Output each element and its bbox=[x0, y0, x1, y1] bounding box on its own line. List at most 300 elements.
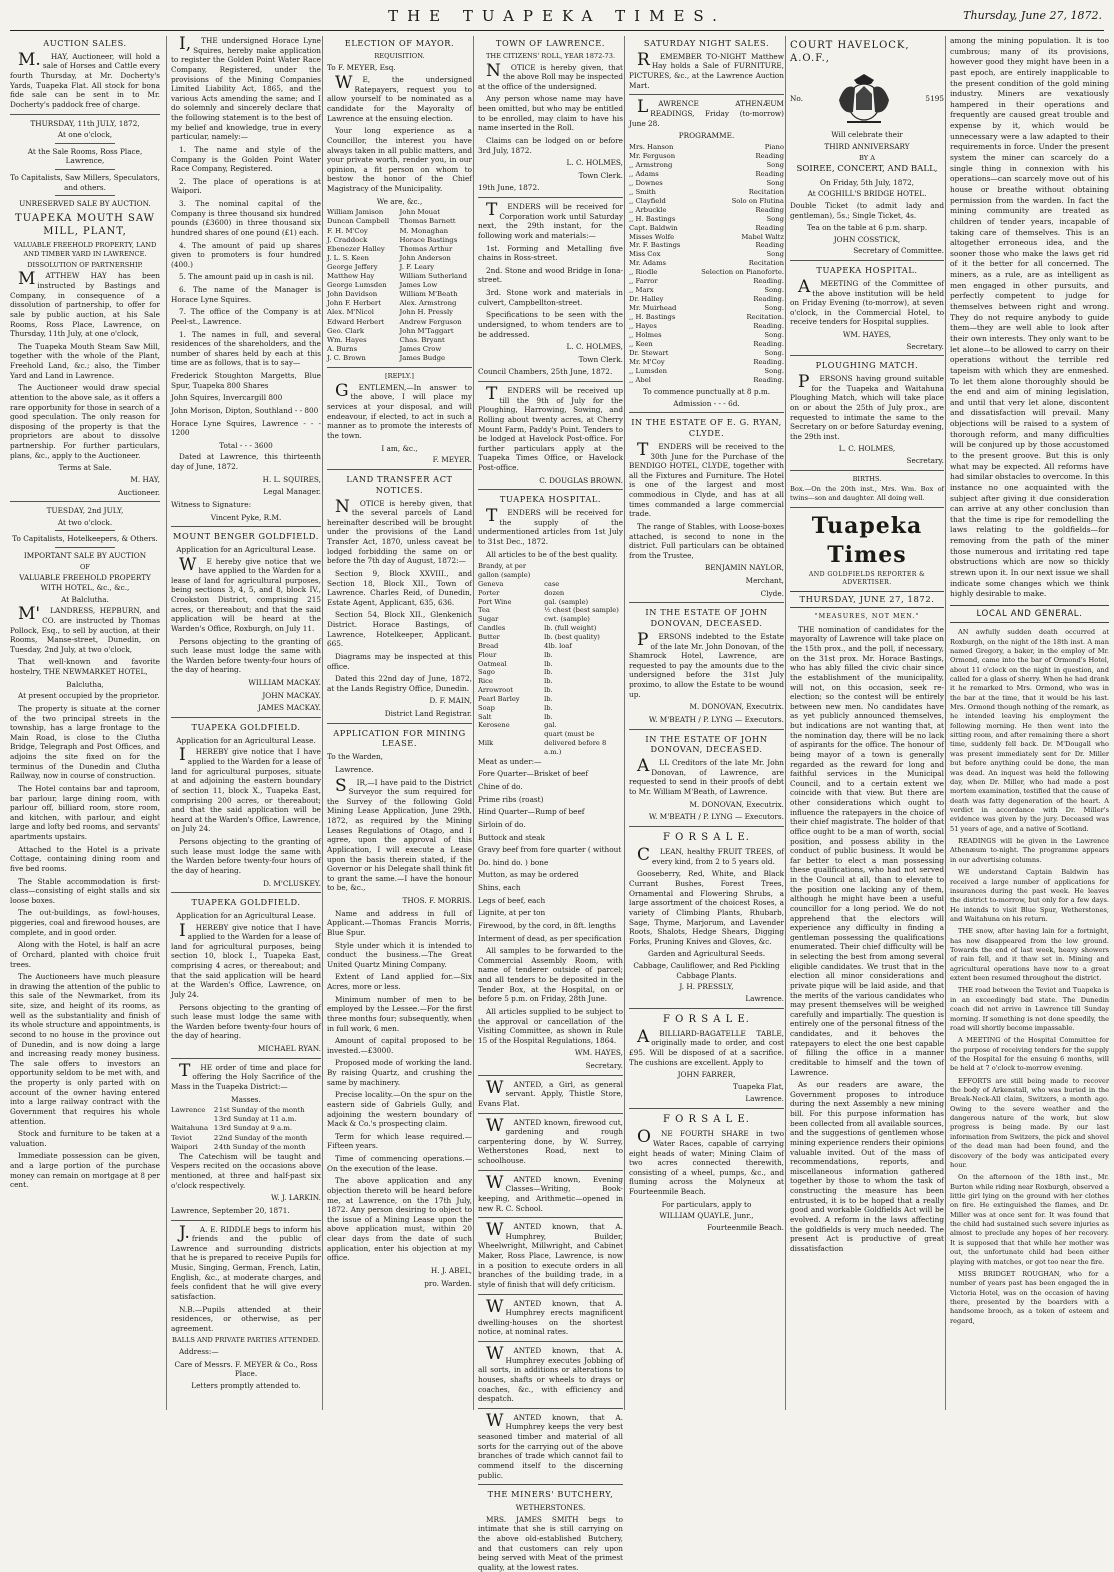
signature: M. DONOVAN, Executrix. bbox=[689, 702, 784, 712]
signature: WM. HAYES, bbox=[842, 330, 892, 339]
divider bbox=[171, 717, 321, 718]
requisition-label: REQUISITION. bbox=[374, 51, 425, 60]
signature-title: District Land Registrar. bbox=[384, 709, 472, 718]
stock-note: Stock and furniture to be taken at a valuation. bbox=[10, 1129, 160, 1148]
performance-type: Recitation. bbox=[746, 313, 784, 322]
divider bbox=[478, 1341, 623, 1342]
performer-name: Dr. Halley bbox=[629, 295, 664, 304]
mass-notice: THE order of time and place for offering the Holy Sacrifice of the Mass in the Tuapeka District:— bbox=[171, 1060, 321, 1091]
roll-omitted: Any person whose name may have been omitted, but who may be entitled to be enrolled, may claim to have his name inserted in the Roll. bbox=[478, 94, 623, 133]
supply-unit: case bbox=[544, 579, 560, 588]
signature: D. F. MAIN, bbox=[429, 696, 472, 706]
supply-article: Brandy, at per gallon (sample) bbox=[478, 562, 531, 580]
hospital-heading: TUAPEKA HOSPITAL. bbox=[499, 494, 602, 505]
table-row bbox=[629, 277, 784, 286]
witness-label: Witness to Signature: bbox=[171, 499, 252, 509]
signatory-name: J. L. S. Keen bbox=[327, 253, 369, 262]
meat-item: Hind Quarter—Rump of beef bbox=[478, 807, 585, 817]
election-heading: ELECTION OF MAYOR. bbox=[344, 38, 455, 48]
performance-type: Reading bbox=[755, 241, 784, 250]
stable-description: The Stable accommodation is first-class—consisting of eight stalls and six loose boxes. bbox=[10, 876, 160, 905]
signatory-name: John Anderson bbox=[399, 253, 451, 262]
performance-type: Reading. bbox=[753, 376, 784, 385]
of-label: OF bbox=[80, 562, 90, 571]
objection-note: Persons objecting to the granting of such lease must lodge the same with the Warden before twenty-four hours of the day of hearing. bbox=[171, 636, 321, 675]
performance-type: Reading. bbox=[753, 340, 784, 349]
news-item: READINGS will be given in the Lawrence Athenæum to-night. The programme appears in our advertising columns. bbox=[950, 837, 1109, 864]
dated-note: Lawrence, September 20, 1871. bbox=[171, 1205, 290, 1215]
supply-unit: 4lb. loaf bbox=[544, 641, 572, 650]
balclutha-label-2: Balclutha, bbox=[66, 679, 104, 689]
table-row bbox=[327, 336, 472, 345]
ryan-estate-heading: IN THE ESTATE OF E. G. RYAN, CLYDE. bbox=[631, 417, 782, 439]
signature: WILLIAM MACKAY. bbox=[248, 678, 321, 688]
editorial-mining-continued: among the mining population. It is too cumbrous; many of its provisions, however good they might have been in a past epoch, are entirely inapplicable to the present condition of the gold mining industry. Miners are vexatiously hampered in their operations and frequently are caused great trouble and expense by it, which would be unnecessary were a law adapted to their requirements in force. Under the present system the miner can scarcely do a single thing in connexion with his operations—can scarcely move out of his house or breathe without obtaining permission from the warden. In fact the mining community are treated as children of tender years, incapable of taking care of themselves. This is an altogether erroneous idea, and the sooner those who make the laws get rid of it the better for all concerned. The miners, as a rule, are as intelligent as men engaged in other pursuits, and perfectly competent to judge for themselves between right and wrong. They do not require anybody to guide them—they are well able to look after their own interests. They only want to be let alone—to be allowed to carry on their operations without the terrible red tapeism with which they are enmeshed. To let them alone thoroughly should be the end and aim of mining legislation, and until that very let alone, discontent and dissatisfaction will prevail. Many objections will be raised to a system of thorough reform, and many difficulties will be conjured up by those accustomed to the present groove. But this is only what may be expected. All reforms have had similar obstacles to overcome. In this instance no one acquainted with the subject after giving it due consideration can arrive at any other conclusion than that the time is ripe for remodelling the laws relating to the goldfields—for removing from the path of the miner those numerous and irritating red tape obstructions which are now so thickly strewn upon it. In our next issue we shall indicate some changes which we think highly desirable to make. bbox=[950, 36, 1109, 599]
mass-place: Teviot bbox=[171, 1133, 193, 1142]
divider bbox=[55, 530, 115, 531]
table-row bbox=[327, 327, 472, 336]
divider bbox=[629, 602, 784, 603]
programme-label: PROGRAMME. bbox=[678, 131, 735, 141]
divider bbox=[10, 114, 160, 115]
divider bbox=[478, 381, 623, 382]
tender-item-1: 1st. Forming and Metalling five chains in Ross-street. bbox=[478, 243, 623, 263]
supply-unit bbox=[544, 562, 623, 580]
ploughing-match-heading: PLOUGHING MATCH. bbox=[815, 360, 919, 371]
shareholder-1: Frederick Stoughton Margetts, Blue Spur, Tuapeka 800 Shares bbox=[171, 371, 321, 390]
signature-place: Clyde. bbox=[760, 588, 784, 598]
column-5 bbox=[624, 36, 788, 1410]
ticket-prices: Double Ticket (to admit lady and gentleman), 5s.; Single Ticket, 4s. bbox=[790, 200, 944, 220]
court-havelock-heading: COURT HAVELOCK, A.O.F., bbox=[790, 40, 910, 65]
mass-count: 2 bbox=[213, 1133, 219, 1142]
signature-title: Town Clerk. bbox=[578, 170, 623, 180]
signatory-name: John Davidson bbox=[327, 290, 378, 299]
ploughing-tenders: TENDERS will be received up till the 9th of July for the Ploughing, Harrowing, Sowing, and Rolling about twenty acres, at Cherry Mount Farm, Paddy's Point. Tenders to be lodged at Havelock Post-office. For further particulars apply at the Tuapeka Times Office, or Havelock Post-office. bbox=[478, 384, 623, 473]
supply-unit: lb. bbox=[544, 677, 553, 686]
supply-article: Flour bbox=[478, 650, 497, 659]
performer-name: Mr. Muirhead bbox=[629, 304, 677, 313]
foresters-emblem-icon bbox=[829, 72, 899, 126]
wanted-ad: WANTED known, that A. Humphrey, Builder, Wheelwright, Millwright, and Cabinet Maker, Ross Place, Lawrence, is now in a position to execute orders in all branches of the building trade, in a style of finish that will defy criticism. bbox=[478, 1220, 623, 1289]
performer-name: Mr. M'Coy bbox=[629, 358, 665, 367]
performer-name: ,, Keen bbox=[629, 340, 653, 349]
water-race-application: I,THE undersigned Horace Lyne Squires, hereby make application to register the Golden Point Water Race Company, Registered, under the provisions of the Mining Companies Limited Liability Act, 1865, and the various Acts amending the same; and I do solemnly and sincerely declare that the following statement is to the best of my belief and knowledge, true in every particular, namely:— bbox=[171, 34, 321, 142]
roll-claims: Claims can be lodged on or before 3rd July, 1872. bbox=[478, 135, 623, 155]
divider bbox=[55, 547, 115, 548]
tuapeka-goldfield-heading: TUAPEKA GOLDFIELD. bbox=[191, 721, 301, 732]
news-item: MISS BRIDGET ROUGHAN, who for a number of years past has been engaged the in Victoria Hotel, was on the occasion of having there, presented by the boarders with a handsome brooch, as a token of esteem and regard, bbox=[950, 1269, 1109, 1325]
news-item: THE snow, after having lain for a fortnight, has now disappeared from the low ground. Towards the end of last week, heavy showers of rain fell, and it thaw set in. Mining and agricultural operations have now to a great extent been resumed throughout the district. bbox=[950, 927, 1109, 983]
supply-article: Oatmeal bbox=[478, 659, 507, 668]
signature-title: Legal Manager. bbox=[263, 487, 321, 497]
mlandress-notice: M'LANDRESS, HEPBURN, and CO. are instructed by Thomas Pollock, Esq., to sell by auction, at their Rooms, Manse-street, Dunedin, on Tuesday, 2nd July, at two o'clock, bbox=[10, 604, 160, 654]
company-clause-5: 5. The amount paid up in cash is nil. bbox=[179, 272, 314, 282]
table-row bbox=[327, 236, 472, 245]
table-row bbox=[629, 241, 784, 250]
donovan-creditors-notice: ALL Creditors of the late Mr. John Donovan, of Lawrence, are requested to send in their proofs of debt to Mr. William M'Beath, of Lawrence. bbox=[629, 756, 784, 797]
nursery-stock: Gooseberry, Red, White, and Black Currant Bushes, Forest Trees, Ornamental and Flowering Shrubs, a large assortment of the choicest Roses, a variety of Climbing Plants, Rhubarb, Sage, Thyme, Marjorum, and Lavender Roots, Shalots, Hedge Shears, Digging Forks, Pruning Knives and Gloves, &c. bbox=[629, 869, 784, 946]
donovan-estate-heading: IN THE ESTATE OF JOHN DONOVAN, DECEASED. bbox=[645, 607, 768, 629]
ploughing-match-notice: PERSONS having ground suitable for the Tuapeka and Waitahuna Ploughing Match, which will take place on or about the 25th of July prox., are requested to intimate the same to the Secretary on or before Saturday evening, the 29th inst. bbox=[790, 372, 944, 441]
commencing-time: Time of commencing operations.—On the execution of the lease. bbox=[327, 1154, 472, 1173]
signature: L. C. HOLMES, bbox=[566, 158, 623, 168]
signature: WM. HAYES, bbox=[574, 1048, 623, 1058]
meat-item: Fore Quarter—Brisket of beef bbox=[478, 769, 589, 779]
table-row bbox=[478, 721, 623, 730]
table-row bbox=[327, 345, 472, 354]
admission-note: Admission - - - 6d. bbox=[673, 398, 740, 408]
supply-unit: lb. bbox=[544, 694, 553, 703]
supply-article: Butter bbox=[478, 632, 500, 641]
land-extent: Extent of Land applied for.—Six Acres, more or less. bbox=[327, 972, 472, 992]
signatory-name: John H. Pressly bbox=[399, 308, 454, 317]
supply-unit: quart (must be delivered before 8 a.m.) bbox=[544, 730, 607, 756]
table-row bbox=[629, 233, 784, 242]
table-row bbox=[327, 208, 472, 217]
table-row bbox=[478, 615, 623, 624]
table-row bbox=[478, 704, 623, 713]
wanted-ad: WANTED known, that A. Humphrey executes Jobbing of all sorts, in additions or alterations to houses, shafts or wheels to drays or coaches, &c., with efficiency and despatch. bbox=[478, 1344, 623, 1404]
signature: JOHN MACKAY. bbox=[262, 690, 321, 700]
table-row bbox=[327, 263, 472, 272]
signature: BENJAMIN NAYLOR, bbox=[704, 563, 784, 573]
signature-title: Secretary. bbox=[585, 1061, 623, 1071]
cottage-description: Attached to the Hotel is a private Cottage, containing dining room and five bed rooms. bbox=[10, 844, 160, 873]
editorial-mayoralty: THE nomination of candidates for the mayoralty of Lawrence will take place on the 15th prox., and the poll, if necessary, on the 31st prox. Mr. Horace Bastings, who has ably filled the civic chair since the establishment of the municipality, will not, on this occasion, seek re-election; so the contest will be entirely between new men. No candidates have as yet publicly announced themselves, but indications are not wanting that, at the nomination day, there will be no lack of aspirants for the office. The honour of being mayor of a town is generally regarded as the reward for long and faithful services in the Municipal Council, and to a certain extent we coincide with that view. But there are other considerations which ought to influence the ratepayers in the choice of their chief magistrate. The holder of that office ought to be a man of worth, social position, and possess ability in the conduct of public business. It would be far better to elect a man possessing these qualifications, who had not served in the Council at all, than to elevate to the position one lacking any of them, although he might have been a useful councillor for a long period. We do not apprehend that the electors will experience any difficulty in finding a gentleman possessing the qualifications enumerated. Their chief difficulty will be in selecting the best from among several eligible candidates. We trust that in the election all minor considerations and private pique will be laid aside, and that the merits of the various candidates who may present themselves will be weighed carefully and impartially. The question is entirely one of the personal fitness of the candidates, and it behoves the ratepayers to elect the one best capable of filling the office in a manner creditable to himself and the town of Lawrence. bbox=[790, 624, 944, 1077]
signature: H. J. ABEL, bbox=[430, 1265, 472, 1275]
signature-place: Lawrence. bbox=[745, 1094, 784, 1104]
news-item: EFFORTS are still being made to recover the body of Arkenstall, who was buried in the Break-Neck-All claim, Switzers, a month ago. Owing to the severe weather and the dangerous nature of the work, but slow progress is being made. By our last information from Switzers, the pick and shovel of the dead man had been found, and the discovery of the body was anticipated every hour. bbox=[950, 1076, 1109, 1169]
table-row bbox=[629, 313, 784, 322]
table-row bbox=[478, 642, 623, 651]
closing: I am, &c., bbox=[381, 443, 418, 453]
signature: C. DOUGLAS BROWN. bbox=[539, 475, 623, 485]
table-row bbox=[327, 254, 472, 263]
table-row bbox=[629, 268, 784, 277]
mass-count: 1 bbox=[213, 1124, 219, 1133]
mass-time: 2nd Sunday of the month bbox=[218, 1133, 308, 1142]
divider bbox=[55, 169, 115, 170]
dissolution-heading: DISSOLUTION OF PARTNERSHIP. bbox=[27, 260, 143, 269]
commence-note: To commence punctually at 8 p.m. bbox=[642, 386, 771, 396]
mackay-notice: WE hereby give notice that we have applied to the Warden for a lease of land for agricultural purposes, being sections 3, 4, 5, and 8, block IV., Crookston District, comprising 215 acres, or thereabout; and that the said application will be heard at the Warden's Office, Roxburgh, on July 11. bbox=[171, 554, 321, 633]
signatory-name: Edward Herbert bbox=[327, 317, 385, 326]
performance-type: Song bbox=[766, 160, 784, 169]
meat-item: Gravy beef from fore quarter ( without bbox=[478, 845, 622, 855]
table-row bbox=[629, 331, 784, 340]
newspaper-nameplate: Tuapeka Times bbox=[811, 512, 923, 568]
editorial-motto: "MEASURES, NOT MEN." bbox=[814, 612, 920, 621]
supply-unit: lb. bbox=[544, 686, 553, 695]
performer-name: ,, H. Bastings bbox=[629, 313, 676, 322]
table-row bbox=[629, 215, 784, 224]
requisition-signatories bbox=[327, 208, 472, 363]
hotel-property-heading: VALUABLE FREEHOLD PROPERTY WITH HOTEL, &c., &c., bbox=[19, 573, 151, 593]
supply-article: Candles bbox=[478, 624, 506, 633]
divider bbox=[478, 489, 623, 490]
supply-unit: lb. bbox=[544, 668, 553, 677]
agricultural-lease-label: Application for an Agricultural Lease. bbox=[176, 735, 316, 745]
signatory-name: William Jamison bbox=[327, 208, 384, 217]
signature-title: Secretary. bbox=[906, 456, 944, 466]
mass-count: 2 bbox=[213, 1142, 219, 1151]
performance-type: Song. bbox=[764, 286, 784, 295]
warden-address: To the Warden, bbox=[327, 752, 383, 762]
signatory-name: J. C. Brown bbox=[327, 354, 366, 363]
table-row bbox=[171, 1143, 321, 1152]
table-row bbox=[478, 677, 623, 686]
divider bbox=[55, 195, 115, 196]
divider bbox=[10, 501, 160, 502]
mass-place: Lawrence bbox=[171, 1106, 206, 1115]
divider bbox=[171, 526, 321, 527]
donovan-estate-heading: IN THE ESTATE OF JOHN DONOVAN, DECEASED. bbox=[645, 733, 768, 755]
tea-note: Tea on the table at 6 p.m. sharp. bbox=[806, 223, 928, 233]
land-transfer-heading: LAND TRANSFER ACT NOTICES. bbox=[346, 473, 453, 495]
freehold-heading: VALUABLE FREEHOLD PROPERTY, LAND AND TIMBER YARD IN LAWRENCE. bbox=[13, 241, 157, 259]
requisition-text: WE, the undersigned Ratepayers, request you to allow yourself to be nominated as a candidate for the Mayoralty of Lawrence at the ensuing election. bbox=[327, 73, 472, 123]
supply-article: Porter bbox=[478, 588, 500, 597]
pupils-note: N.B.—Pupils attended at their residences, or otherwise, as per agreement. bbox=[171, 1304, 321, 1333]
diagrams-note: Diagrams may be inspected at this office. bbox=[327, 651, 472, 671]
fruit-trees-ad: CLEAN, healthy FRUIT TREES, of every kind, from 2 to 5 years old. bbox=[637, 845, 784, 866]
performance-type: Song. bbox=[764, 304, 784, 313]
company-clause-4: 4. The amount of paid up shares given to promoters is four hundred (400.) bbox=[171, 240, 321, 269]
table-row bbox=[629, 197, 784, 206]
table-row bbox=[629, 367, 784, 376]
divider bbox=[171, 1058, 321, 1059]
signature-title: pro. Warden. bbox=[424, 1278, 472, 1288]
performer-name: ,, Abel bbox=[629, 376, 651, 385]
supply-item: Firewood, by the cord, in 8ft. lengths bbox=[478, 920, 616, 930]
table-row bbox=[478, 713, 623, 722]
hospital-meeting-notice: AMEETING of the Committee of the above institution will be held on Friday Evening (to-morrow), at seven o'clock, in the Commercial Hotel, to receive tenders for Hospital supplies. bbox=[790, 276, 944, 327]
performance-type: Reading. bbox=[753, 322, 784, 331]
sale-audience-2: To Capitalists, Hotelkeepers, & Others. bbox=[12, 534, 158, 544]
supply-article: Geneva bbox=[478, 579, 504, 588]
signature-title: Auctioneer. bbox=[117, 487, 160, 497]
signatory-name: J. Craddock bbox=[327, 235, 368, 244]
table-row bbox=[171, 1115, 321, 1124]
capital-amount: Amount of capital proposed to be invested.—£3000. bbox=[327, 1036, 472, 1055]
supply-unit: gal. bbox=[544, 721, 557, 730]
performance-type: Recitation bbox=[748, 187, 784, 196]
we-are-label: We are, &c., bbox=[376, 196, 423, 206]
emblem-row bbox=[790, 68, 944, 128]
performer-name: ,, Hayes bbox=[629, 322, 657, 331]
sale-date-2: TUESDAY, 2nd JULY, bbox=[46, 506, 124, 516]
wanted-ad: WANTED known, firewood cut, gardening and rough carpentering done, by W. Surrey, Wetherstones Road, next to schoolhouse. bbox=[478, 1115, 623, 1166]
signatory-name: Horace Bastings bbox=[399, 235, 458, 244]
meat-item: Legs of beef, each bbox=[478, 895, 546, 905]
meat-item: Buttock and steak bbox=[478, 832, 545, 842]
signature-title: Merchant, bbox=[745, 576, 784, 586]
requisition-address: To F. MEYER, Esq. bbox=[327, 62, 396, 72]
performance-type: Reading bbox=[755, 151, 784, 160]
requisition-text-2: Your long experience as a Councillor, the interest you have always taken in all public matters, and your private worth, render you, in our opinion, a fit person on whom to bestow the honor of the Chief Magistracy of the Municipality. bbox=[327, 126, 472, 194]
news-item: THE road between the Teviot and Tuapeka is in an exceedingly bad state. The Dunedin coach did not arrive in Lawrence till Sunday morning. If something is not done speedily, the road will shortly become impassable. bbox=[950, 986, 1109, 1032]
performance-type: Selection on Pianoforte. bbox=[701, 268, 784, 277]
divider bbox=[478, 1075, 623, 1076]
performer-name: ,, Holmes bbox=[629, 331, 662, 340]
business-style: Style under which it is intended to conduct the business.—The Great United Quartz Mining Company. bbox=[327, 940, 472, 969]
athenaeum-notice: LAWRENCE ATHENÆUM READINGS, Friday (to-morrow) June 28. bbox=[629, 97, 784, 128]
divider bbox=[629, 94, 784, 95]
performer-name: Capt. Baldwin bbox=[629, 223, 678, 232]
signatory-name: Andrew Ferguson bbox=[399, 317, 462, 326]
corporation-tenders: TENDERS will be received for Corporation work until Saturday next, the 29th instant, for the following work and materials:— bbox=[478, 200, 623, 240]
supply-article: Soap bbox=[478, 703, 495, 712]
address-value: Care of Messrs. F. MEYER & Co., Ross Place. bbox=[174, 1359, 318, 1379]
performance-type: Recitation bbox=[748, 259, 784, 268]
performer-name: ,, Downes bbox=[629, 178, 663, 187]
signatory-name: George Jeffery bbox=[327, 262, 378, 271]
table-row bbox=[478, 624, 623, 633]
performance-type: Song bbox=[766, 250, 784, 259]
ryan-notice: IHEREBY give notice that I have applied to the Warden for a lease of land for agricultural purposes, being section 10, block I., Tuapeka East, comprising 4 acres, or thereabout; and that the said application will be heard at the Warden's Office, Lawrence, on July 24. bbox=[171, 920, 321, 999]
wanted-ad: WANTED known, that A. Humphrey keeps the very best seasoned timber and material of all sorts for the carrying out of the above branches of trade which cannot fail to commend itself to the discerning public. bbox=[478, 1410, 623, 1480]
tender-item-3: 3rd. Stone work and materials in culvert, Campbellton-street. bbox=[478, 288, 623, 307]
news-item: On the afternoon of the 18th inst., Mr. Burton while riding near Roxburgh, observed a little girl lying on the ground with her clothes on fire. He extinguished the flames, and Dr. Miller was at once sent for. It was found that the child had sustained such severe injuries as almost to preclude any hopes of her recovery. It is supposed that that while her mother was out, the unfortunate child had been either playing with matches, or got too near the fire. bbox=[950, 1173, 1109, 1266]
company-clause-2: 2. The place of operations is at Waipori. bbox=[171, 176, 321, 196]
approval-note: All articles supplied to be subject to the approval or cancellation of the Visiting Committee, as shown in Rule 15 of the Hospital Regulations, 1864. bbox=[478, 1006, 623, 1045]
column-4 bbox=[473, 36, 627, 1572]
plants-note: Cabbage, Cauliflower, and Red Pickling Cabbage Plants. bbox=[633, 961, 780, 980]
divider bbox=[327, 469, 472, 470]
event-venue: At COGHILL'S BRIDGE HOTEL. bbox=[807, 189, 927, 199]
performance-type: Reading. bbox=[753, 295, 784, 304]
supply-unit: lb. bbox=[544, 659, 553, 668]
signatory-name: William M'Beath bbox=[399, 290, 458, 299]
mass-schedule bbox=[171, 1106, 321, 1152]
mining-lease-text: SIR,—I have paid to the District Surveyor the sum required for the Survey of the following Gold Mining Lease Application, June 29th, 1872, as required by the Mining Leases Regulations of Otago, and I agree, upon the approval of this Application, I will execute a Lease upon the basis therein stated, if the Governor or his Delegate shall think fit to grant the same.—I have the honour to be, &c., bbox=[327, 775, 472, 893]
table-row bbox=[478, 562, 623, 580]
mill-description: The Tuapeka Mouth Steam Saw Mill, together with the whole of the Plant, Freehold Land, &c.; also, the Timber Yard and Land in Lawrence. bbox=[10, 341, 160, 380]
signatory-name: Wm. Hayes bbox=[327, 335, 367, 344]
signature: THOS. F. MORRIS. bbox=[402, 896, 472, 906]
news-item: WE understand Captain Baldwin has received a large number of applications for insurances during the past week. He leaves the district to-morrow, but only for a few days. He intends to visit Blue Spur, Wetherstones, and Waitahuna on his return. bbox=[950, 868, 1109, 923]
performance-type: Song. bbox=[764, 367, 784, 376]
quality-note: All articles to be of the best quality. bbox=[486, 549, 618, 559]
town-heading: TOWN OF LAWRENCE. bbox=[495, 38, 606, 48]
shares-total: Total - - - 3600 bbox=[219, 440, 273, 450]
performance-type: Reading. bbox=[753, 277, 784, 286]
table-row bbox=[327, 227, 472, 236]
supply-unit: gal. (sample) bbox=[544, 597, 589, 606]
saturday-sales-heading: SATURDAY NIGHT SALES. bbox=[643, 38, 770, 48]
supply-unit: dozen bbox=[544, 588, 565, 597]
meat-item: Do. hind do. ) bone bbox=[478, 857, 549, 867]
signature: H. L. SQUIRES, bbox=[262, 474, 321, 484]
signatory-name: F. H. M'Coy bbox=[327, 226, 368, 235]
performer-name: Mr. Adams bbox=[629, 259, 667, 268]
table-row bbox=[478, 589, 623, 598]
land-transfer-notice: NOTICE is hereby given, that the several parcels of Land hereinafter described will be brought under the provisions of the Land Transfer Act, 1870, unless caveat be lodged forbidding the same on or before the 7th day of August, 1872:— bbox=[327, 496, 472, 566]
divider bbox=[478, 1484, 623, 1485]
balclutha-label: At Balclutha. bbox=[61, 594, 109, 604]
table-row bbox=[171, 1124, 321, 1133]
table-row bbox=[629, 322, 784, 331]
supply-unit: lb. bbox=[544, 650, 553, 659]
meat-label: Meat as under:— bbox=[478, 756, 542, 766]
executor-name: W. M'BEATH bbox=[648, 812, 697, 822]
supply-article: Salt bbox=[478, 712, 492, 721]
lodge-number: 5195 bbox=[925, 93, 944, 103]
masses-label: Masses. bbox=[231, 1094, 261, 1104]
signatory-name: Geo. Clark bbox=[327, 326, 365, 335]
locality: Precise locality.—On the spur on the eastern side of Gabriels Gully, and adjoining the western boundary of Mack & Co.'s prospecting claim. bbox=[327, 1090, 472, 1129]
sale-time: At one o'clock, bbox=[57, 130, 113, 140]
signatory-name: John F. Herbert bbox=[327, 299, 381, 308]
supply-unit: cwt. (sample) bbox=[544, 615, 590, 624]
table-row bbox=[629, 286, 784, 295]
agricultural-lease-label: Application for an Agricultural Lease. bbox=[176, 544, 316, 554]
performance-type: Reading bbox=[755, 223, 784, 232]
important-sale-heading: IMPORTANT SALE BY AUCTION bbox=[23, 551, 147, 561]
signature: F. MEYER. bbox=[432, 455, 472, 465]
unreserved-heading: UNRESERVED SALE BY AUCTION. bbox=[19, 199, 151, 209]
supply-unit: lb. bbox=[544, 703, 553, 712]
divider bbox=[478, 1170, 623, 1171]
sale-audience: To Capitalists, Saw Millers, Speculators, and others. bbox=[10, 173, 160, 192]
performer-name: ,, Clayfield bbox=[629, 196, 666, 205]
mass-time: 3rd Sunday at 9 a.m. bbox=[218, 1124, 293, 1133]
performer-name: ,, Riodle bbox=[629, 268, 658, 277]
for-sale-heading: F O R S A L E. bbox=[663, 1013, 750, 1025]
signature-place: Lawrence. bbox=[745, 993, 784, 1003]
table-row bbox=[478, 686, 623, 695]
hospital-heading: TUAPEKA HOSPITAL. bbox=[816, 265, 918, 276]
signatory-name: John Mouat bbox=[399, 208, 440, 217]
men-employed: Minimum number of men to be employed by the Lessee.—For the first three months four; subsequently, when in full work, 6 men. bbox=[327, 994, 472, 1033]
column-7 bbox=[945, 36, 1109, 1410]
table-row bbox=[327, 272, 472, 281]
performer-name: ,, Marx bbox=[629, 286, 654, 295]
performer-name: Dr. Stewart bbox=[629, 349, 669, 358]
table-row bbox=[478, 651, 623, 660]
sale-date: THURSDAY, 11th JULY, 1872, bbox=[30, 118, 140, 128]
signature: JAMES MACKAY. bbox=[258, 703, 321, 713]
company-clause-7: 7. The office of the Company is at Peel-st., Lawrence. bbox=[171, 307, 321, 326]
performance-type: Reading bbox=[755, 169, 784, 178]
water-race-share-ad: ONE FOURTH SHARE in two Water Races, capable of carrying eight heads of water; Mining Claim of two acres connected therewith, consisting of a wheel, pumps, &c., and fluming across the Molyneux at Fourteenmile Beach. bbox=[629, 1127, 784, 1197]
meat-item: Mutton, as may be ordered bbox=[478, 870, 579, 880]
remember-notice: REMEMBER TO-NIGHT Matthew Hay holds a Sale of FURNITURE, PICTURES, &c., at the Lawrence Auction Mart. bbox=[629, 49, 784, 90]
executor-name: P. LYNG bbox=[703, 714, 733, 724]
supply-unit: ½ chest (best sample) bbox=[544, 606, 619, 615]
supply-unit: lb. bbox=[544, 712, 553, 721]
meat-item: Sirloin of do. bbox=[478, 819, 526, 829]
bendigo-hotel-tenders: TENDERS will be received to the 30th June for the Purchase of the BENDIGO HOTEL, CLYDE, together with all the Fixtures and Furniture. The Hotel is one of the largest and most commodious in Clyde, and has at all times commanded a large commercial trade. bbox=[629, 439, 784, 519]
programme-list bbox=[629, 143, 784, 385]
signatory-name: Alex. Armstrong bbox=[399, 299, 457, 308]
table-row bbox=[478, 598, 623, 607]
witness-name: Vincent Pyke, R.M. bbox=[210, 512, 282, 522]
news-item: AN awfully sudden death occurred at Roxburgh, on the night of the 18th inst. A man named Gregory, a baker, in the employ of Mr. Ormond, came into the bar of Ormond's Hotel, about 11 o'clock on the night in question, and called for a glass of sherry. When he had drank it he remarked to Mrs. Ormond, who was in the bar at the time, that it would be his last. Mrs. Ormond though nothing of the remark, as he intended leaving his employment the following morning. He then went into the sitting room, and after remaining there a short time, suddenly fell back. Dr. M'Dougall who was present immediately sent for Dr. Miller but before anything could be done, the man was dead. An inquest was held the following day, when Dr. Miller, who had made a post mortem examination, testified that the cause of death was fatty degeneration of the heart. A verdict in accordance with Dr. Miller's evidence was given by the jury. Deceased was 51 years of age, and a native of Scotland. bbox=[950, 628, 1109, 833]
signature-title: Town Clerk. bbox=[578, 354, 623, 364]
performance-type: Reading bbox=[755, 205, 784, 214]
table-row bbox=[478, 730, 623, 757]
signature-place: Tuapeka Flat, bbox=[733, 1081, 784, 1091]
letters-note: Letters promptly attended to. bbox=[191, 1380, 301, 1390]
local-and-general-heading: LOCAL AND GENERAL. bbox=[950, 605, 1109, 623]
auctioneer-note: The Auctioneer would draw special attention to the above sale, as it offers a rare opportunity for those in search of a good speculation. The only reason for disposing of the property is that the proprietors are about to dissolve partnership. For further particulars, plans, &c., apply to the Auctioneer. bbox=[10, 383, 160, 460]
shareholder-3: John Morison, Dipton, Southland - - 800 bbox=[171, 405, 319, 415]
signature-title: Secretary of Committee. bbox=[853, 246, 944, 256]
table-row bbox=[327, 217, 472, 226]
samples-note: All samples to be forwarded to the Commercial Assembly Room, with name of tenderer outside of parcel; and all tenders to be deposited in the Tender Box, at the Hospital, on or before 5 p.m. on Friday, 28th June. bbox=[478, 946, 623, 1004]
